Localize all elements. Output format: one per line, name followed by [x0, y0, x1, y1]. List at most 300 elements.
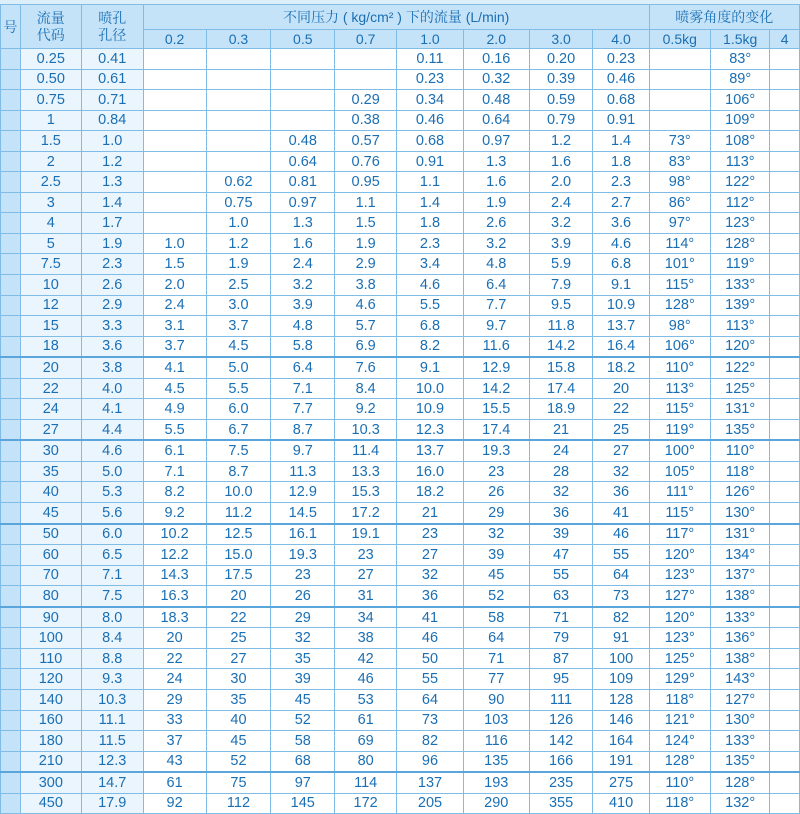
- flow-cell: 47: [529, 545, 593, 566]
- flow-cell: 1.6: [529, 151, 593, 172]
- flow-cell: 52: [463, 586, 529, 607]
- flow-cell: 64: [593, 565, 649, 586]
- pressure-header-2.0: 2.0: [463, 30, 529, 49]
- table-row: [1, 586, 800, 607]
- table-row: [1, 793, 800, 814]
- angle-cell: 131°: [710, 399, 769, 420]
- orifice-cell: 1.7: [81, 213, 143, 234]
- angle-cell: 138°: [710, 586, 769, 607]
- flow-cell: 10.9: [593, 295, 649, 316]
- flow-cell: 38: [335, 628, 397, 649]
- table-row: [1, 151, 800, 172]
- angle-cell: 124°: [649, 731, 710, 752]
- flow-cell: 3.6: [593, 213, 649, 234]
- side-cell: [1, 586, 21, 607]
- flow-cell: 9.7: [463, 316, 529, 337]
- orifice-cell: 4.4: [81, 419, 143, 440]
- flow-code-cell: 15: [20, 316, 81, 337]
- angle-cell: 131°: [710, 524, 769, 545]
- orifice-cell: 12.3: [81, 751, 143, 772]
- flow-cell: 0.75: [206, 192, 271, 213]
- flow-cell: 2.4: [143, 295, 206, 316]
- flow-code-cell: 450: [20, 793, 81, 814]
- table-row: [1, 49, 800, 70]
- flow-cell: 6.4: [463, 275, 529, 296]
- orifice-cell: 8.4: [81, 628, 143, 649]
- flow-cell: 82: [593, 607, 649, 628]
- flow-cell: 12.5: [206, 524, 271, 545]
- angle-cell: 123°: [710, 213, 769, 234]
- angle-cell: [770, 69, 800, 90]
- flow-cell: 2.9: [335, 254, 397, 275]
- flow-cell: 96: [397, 751, 464, 772]
- flow-cell: 2.6: [463, 213, 529, 234]
- angle-cell: 128°: [710, 233, 769, 254]
- flow-cell: 55: [397, 669, 464, 690]
- flow-code-cell: 45: [20, 503, 81, 524]
- flow-cell: 92: [143, 793, 206, 814]
- table-row: [1, 233, 800, 254]
- flow-code-cell: 40: [20, 482, 81, 503]
- side-header-cell: 号: [1, 5, 21, 49]
- table-row: [1, 461, 800, 482]
- flow-cell: 5.5: [206, 378, 271, 399]
- flow-cell: 33: [143, 710, 206, 731]
- flow-cell: 80: [335, 751, 397, 772]
- side-cell: [1, 751, 21, 772]
- flow-cell: 2.4: [271, 254, 335, 275]
- flow-cell: 35: [271, 648, 335, 669]
- flow-cell: 3.2: [463, 233, 529, 254]
- angle-cell: 97°: [649, 213, 710, 234]
- flow-cell: 0.95: [335, 172, 397, 193]
- flow-cell: 109: [593, 669, 649, 690]
- flow-cell: 20: [206, 586, 271, 607]
- angle-cell: [770, 607, 800, 628]
- angle-cell: [770, 565, 800, 586]
- orifice-cell: 3.3: [81, 316, 143, 337]
- orifice-cell: 2.3: [81, 254, 143, 275]
- flow-code-cell: 27: [20, 419, 81, 440]
- table-row: [1, 399, 800, 420]
- angle-cell: 133°: [710, 731, 769, 752]
- flow-cell: 21: [397, 503, 464, 524]
- flow-cell: 15.0: [206, 545, 271, 566]
- side-cell: [1, 607, 21, 628]
- flow-cell: 0.64: [463, 110, 529, 131]
- flow-cell: 3.4: [397, 254, 464, 275]
- flow-cell: 87: [529, 648, 593, 669]
- angle-cell: [770, 503, 800, 524]
- flow-cell: 7.6: [335, 357, 397, 378]
- flow-cell: 6.8: [593, 254, 649, 275]
- flow-code-cell: 210: [20, 751, 81, 772]
- flow-cell: 1.2: [206, 233, 271, 254]
- flow-cell: 6.4: [271, 357, 335, 378]
- side-cell: [1, 545, 21, 566]
- flow-cell: 29: [271, 607, 335, 628]
- flow-cell: 1.6: [463, 172, 529, 193]
- flow-cell: 0.46: [593, 69, 649, 90]
- flow-cell: 32: [397, 565, 464, 586]
- flow-cell: 95: [529, 669, 593, 690]
- angle-cell: [770, 336, 800, 357]
- flow-cell: 64: [397, 689, 464, 710]
- angle-cell: 137°: [710, 565, 769, 586]
- angle-cell: 135°: [710, 419, 769, 440]
- flow-cell: 69: [335, 731, 397, 752]
- angle-cell: 111°: [649, 482, 710, 503]
- angle-cell: 73°: [649, 131, 710, 152]
- flow-cell: 27: [335, 565, 397, 586]
- table-row: [1, 172, 800, 193]
- flow-cell: 9.5: [529, 295, 593, 316]
- flow-cell: 1.9: [206, 254, 271, 275]
- side-cell: [1, 233, 21, 254]
- flow-cell: 12.3: [397, 419, 464, 440]
- flow-cell: 32: [593, 461, 649, 482]
- angle-cell: 120°: [710, 336, 769, 357]
- flow-cell: 79: [529, 628, 593, 649]
- angle-cell: 127°: [649, 586, 710, 607]
- pressure-header-0.7: 0.7: [335, 30, 397, 49]
- table-row: [1, 110, 800, 131]
- flow-cell: 26: [463, 482, 529, 503]
- angle-cell: [770, 793, 800, 814]
- flow-cell: 40: [206, 710, 271, 731]
- flow-cell: 71: [463, 648, 529, 669]
- angle-cell: [770, 772, 800, 793]
- flow-cell: 18.9: [529, 399, 593, 420]
- flow-cell: 1.1: [335, 192, 397, 213]
- flow-cell: 137: [397, 772, 464, 793]
- flow-rate-table: [0, 4, 800, 814]
- flow-cell: 17.4: [529, 378, 593, 399]
- angle-cell: [770, 482, 800, 503]
- flow-cell: 22: [593, 399, 649, 420]
- flow-cell: 6.0: [206, 399, 271, 420]
- flow-cell: 39: [271, 669, 335, 690]
- angle-cell: [649, 49, 710, 70]
- flow-cell: 82: [397, 731, 464, 752]
- angle-cell: 83°: [710, 49, 769, 70]
- flow-group-header: 不同压力 ( kg/cm² ) 下的流量 (L/min): [143, 5, 649, 30]
- orifice-cell: 5.3: [81, 482, 143, 503]
- flow-cell: 410: [593, 793, 649, 814]
- flow-cell: 3.8: [335, 275, 397, 296]
- flow-cell: 146: [593, 710, 649, 731]
- flow-cell: 71: [529, 607, 593, 628]
- flow-cell: 0.62: [206, 172, 271, 193]
- side-cell: [1, 295, 21, 316]
- angle-cell: [770, 545, 800, 566]
- flow-cell: 0.23: [397, 69, 464, 90]
- side-cell: [1, 399, 21, 420]
- orifice-cell: 1.9: [81, 233, 143, 254]
- angle-cell: 115°: [649, 275, 710, 296]
- flow-cell: 68: [271, 751, 335, 772]
- flow-cell: 3.9: [271, 295, 335, 316]
- side-cell: [1, 213, 21, 234]
- side-cell: [1, 419, 21, 440]
- angle-cell: [770, 233, 800, 254]
- flow-cell: 0.48: [463, 90, 529, 111]
- flow-cell: [206, 90, 271, 111]
- table-row: [1, 669, 800, 690]
- flow-cell: 41: [593, 503, 649, 524]
- side-cell: [1, 357, 21, 378]
- flow-cell: 77: [463, 669, 529, 690]
- flow-code-cell: 18: [20, 336, 81, 357]
- flow-cell: 19.1: [335, 524, 397, 545]
- table-row: [1, 336, 800, 357]
- flow-cell: 46: [593, 524, 649, 545]
- angle-cell: [770, 586, 800, 607]
- flow-cell: 39: [529, 524, 593, 545]
- flow-cell: 23: [335, 545, 397, 566]
- flow-cell: 20: [593, 378, 649, 399]
- flow-cell: 15.8: [529, 357, 593, 378]
- flow-cell: 10.0: [206, 482, 271, 503]
- angle-cell: [770, 440, 800, 461]
- flow-cell: 24: [143, 669, 206, 690]
- flow-cell: 4.6: [397, 275, 464, 296]
- table-row: [1, 628, 800, 649]
- flow-cell: 0.97: [463, 131, 529, 152]
- orifice-cell: 2.6: [81, 275, 143, 296]
- side-cell: [1, 710, 21, 731]
- angle-cell: 110°: [649, 772, 710, 793]
- angle-cell: 118°: [649, 793, 710, 814]
- flow-cell: 12.9: [463, 357, 529, 378]
- flow-code-cell: 10: [20, 275, 81, 296]
- flow-cell: [143, 213, 206, 234]
- flow-cell: 1.9: [335, 233, 397, 254]
- flow-cell: 18.3: [143, 607, 206, 628]
- flow-cell: 1.4: [397, 192, 464, 213]
- flow-cell: 10.2: [143, 524, 206, 545]
- flow-cell: [143, 131, 206, 152]
- flow-cell: 24: [529, 440, 593, 461]
- flow-cell: 5.8: [271, 336, 335, 357]
- side-cell: [1, 461, 21, 482]
- table-row: [1, 689, 800, 710]
- flow-code-cell: 0.50: [20, 69, 81, 90]
- flow-cell: 12.9: [271, 482, 335, 503]
- flow-cell: 58: [463, 607, 529, 628]
- orifice-cell: 4.1: [81, 399, 143, 420]
- angle-cell: [770, 295, 800, 316]
- side-cell: [1, 440, 21, 461]
- side-cell: [1, 648, 21, 669]
- angle-cell: 120°: [649, 607, 710, 628]
- flow-cell: 25: [593, 419, 649, 440]
- flow-cell: 11.4: [335, 440, 397, 461]
- angle-cell: [770, 731, 800, 752]
- angle-cell: 122°: [710, 357, 769, 378]
- flow-cell: 41: [397, 607, 464, 628]
- flow-code-cell: 2: [20, 151, 81, 172]
- flow-cell: [335, 69, 397, 90]
- orifice-cell: 14.7: [81, 772, 143, 793]
- angle-cell: 115°: [649, 503, 710, 524]
- side-cell: [1, 503, 21, 524]
- flow-code-cell: 0.75: [20, 90, 81, 111]
- angle-cell: 132°: [710, 793, 769, 814]
- flow-cell: 0.97: [271, 192, 335, 213]
- angle-cell: [649, 69, 710, 90]
- table-row: [1, 648, 800, 669]
- flow-cell: [206, 69, 271, 90]
- flow-cell: 27: [206, 648, 271, 669]
- flow-cell: 46: [335, 669, 397, 690]
- flow-cell: 100: [593, 648, 649, 669]
- angle-cell: [770, 213, 800, 234]
- pressure-header-0.5: 0.5: [271, 30, 335, 49]
- flow-cell: 3.2: [271, 275, 335, 296]
- flow-cell: 55: [593, 545, 649, 566]
- angle-cell: 98°: [649, 172, 710, 193]
- orifice-cell: 6.0: [81, 524, 143, 545]
- flow-cell: 4.6: [593, 233, 649, 254]
- flow-cell: 34: [335, 607, 397, 628]
- flow-cell: 6.8: [397, 316, 464, 337]
- flow-cell: 3.0: [206, 295, 271, 316]
- flow-code-cell: 0.25: [20, 49, 81, 70]
- flow-cell: 166: [529, 751, 593, 772]
- flow-cell: 13.7: [397, 440, 464, 461]
- flow-cell: 7.7: [463, 295, 529, 316]
- flow-cell: 0.68: [397, 131, 464, 152]
- angle-cell: 86°: [649, 192, 710, 213]
- flow-cell: 172: [335, 793, 397, 814]
- angle-cell: [649, 110, 710, 131]
- angle-cell: 121°: [649, 710, 710, 731]
- pressure-header-0.2: 0.2: [143, 30, 206, 49]
- flow-cell: 53: [335, 689, 397, 710]
- flow-cell: 275: [593, 772, 649, 793]
- side-cell: [1, 793, 21, 814]
- orifice-cell: 11.5: [81, 731, 143, 752]
- flow-cell: 4.9: [143, 399, 206, 420]
- flow-cell: 10.9: [397, 399, 464, 420]
- flow-cell: 17.4: [463, 419, 529, 440]
- flow-cell: 0.68: [593, 90, 649, 111]
- flow-cell: 0.34: [397, 90, 464, 111]
- flow-cell: 8.7: [271, 419, 335, 440]
- flow-cell: 25: [206, 628, 271, 649]
- angle-cell: 118°: [649, 689, 710, 710]
- flow-cell: 11.3: [271, 461, 335, 482]
- flow-cell: 73: [397, 710, 464, 731]
- orifice-cell: 7.1: [81, 565, 143, 586]
- flow-cell: 0.57: [335, 131, 397, 152]
- flow-cell: 103: [463, 710, 529, 731]
- flow-cell: 18.2: [397, 482, 464, 503]
- flow-cell: 1.0: [143, 233, 206, 254]
- flow-cell: 1.9: [463, 192, 529, 213]
- flow-cell: 45: [271, 689, 335, 710]
- flow-cell: 36: [593, 482, 649, 503]
- angle-cell: 130°: [710, 710, 769, 731]
- flow-code-cell: 180: [20, 731, 81, 752]
- angle-cell: [770, 710, 800, 731]
- flow-cell: 75: [206, 772, 271, 793]
- angle-cell: [770, 110, 800, 131]
- angle-cell: 128°: [649, 751, 710, 772]
- flow-cell: 2.3: [397, 233, 464, 254]
- orifice-cell: 9.3: [81, 669, 143, 690]
- table-row: [1, 378, 800, 399]
- pressure-header-0.3: 0.3: [206, 30, 271, 49]
- angle-cell: [770, 316, 800, 337]
- flow-cell: 4.8: [271, 316, 335, 337]
- flow-code-cell: 5: [20, 233, 81, 254]
- flow-code-cell: 3: [20, 192, 81, 213]
- angle-cell: 105°: [649, 461, 710, 482]
- flow-cell: 191: [593, 751, 649, 772]
- angle-cell: [770, 172, 800, 193]
- angle-cell: 106°: [649, 336, 710, 357]
- angle-cell: [770, 357, 800, 378]
- flow-cell: 55: [529, 565, 593, 586]
- flow-code-cell: 300: [20, 772, 81, 793]
- flow-cell: 11.6: [463, 336, 529, 357]
- flow-code-cell: 22: [20, 378, 81, 399]
- flow-cell: 135: [463, 751, 529, 772]
- flow-cell: 0.46: [397, 110, 464, 131]
- flow-cell: 4.1: [143, 357, 206, 378]
- flow-cell: 63: [529, 586, 593, 607]
- flow-cell: 1.5: [335, 213, 397, 234]
- flow-code-cell: 35: [20, 461, 81, 482]
- table-row: [1, 751, 800, 772]
- flow-cell: 32: [271, 628, 335, 649]
- pressure-header-4.0: 4.0: [593, 30, 649, 49]
- orifice-cell: 2.9: [81, 295, 143, 316]
- flow-code-cell: 30: [20, 440, 81, 461]
- orifice-cell: 1.4: [81, 192, 143, 213]
- angle-cell: 115°: [649, 399, 710, 420]
- angle-cell: 133°: [710, 607, 769, 628]
- side-cell: [1, 151, 21, 172]
- flow-cell: 52: [271, 710, 335, 731]
- angle-cell: 110°: [710, 440, 769, 461]
- flow-cell: 5.5: [143, 419, 206, 440]
- flow-cell: 35: [206, 689, 271, 710]
- flow-code-cell: 90: [20, 607, 81, 628]
- angle-cell: 106°: [710, 90, 769, 111]
- angle-cell: 119°: [710, 254, 769, 275]
- flow-code-cell: 140: [20, 689, 81, 710]
- angle-cell: 119°: [649, 419, 710, 440]
- flow-cell: [143, 49, 206, 70]
- angle-cell: 139°: [710, 295, 769, 316]
- orifice-cell: 0.61: [81, 69, 143, 90]
- angle-cell: 113°: [710, 151, 769, 172]
- table-row: [1, 419, 800, 440]
- flow-cell: 3.7: [143, 336, 206, 357]
- flow-cell: 5.9: [529, 254, 593, 275]
- orifice-cell: 1.3: [81, 172, 143, 193]
- flow-cell: 16.3: [143, 586, 206, 607]
- flow-cell: 193: [463, 772, 529, 793]
- flow-cell: 13.7: [593, 316, 649, 337]
- angle-cell: [770, 131, 800, 152]
- flow-cell: 2.0: [143, 275, 206, 296]
- side-cell: [1, 565, 21, 586]
- flow-code-cell: 120: [20, 669, 81, 690]
